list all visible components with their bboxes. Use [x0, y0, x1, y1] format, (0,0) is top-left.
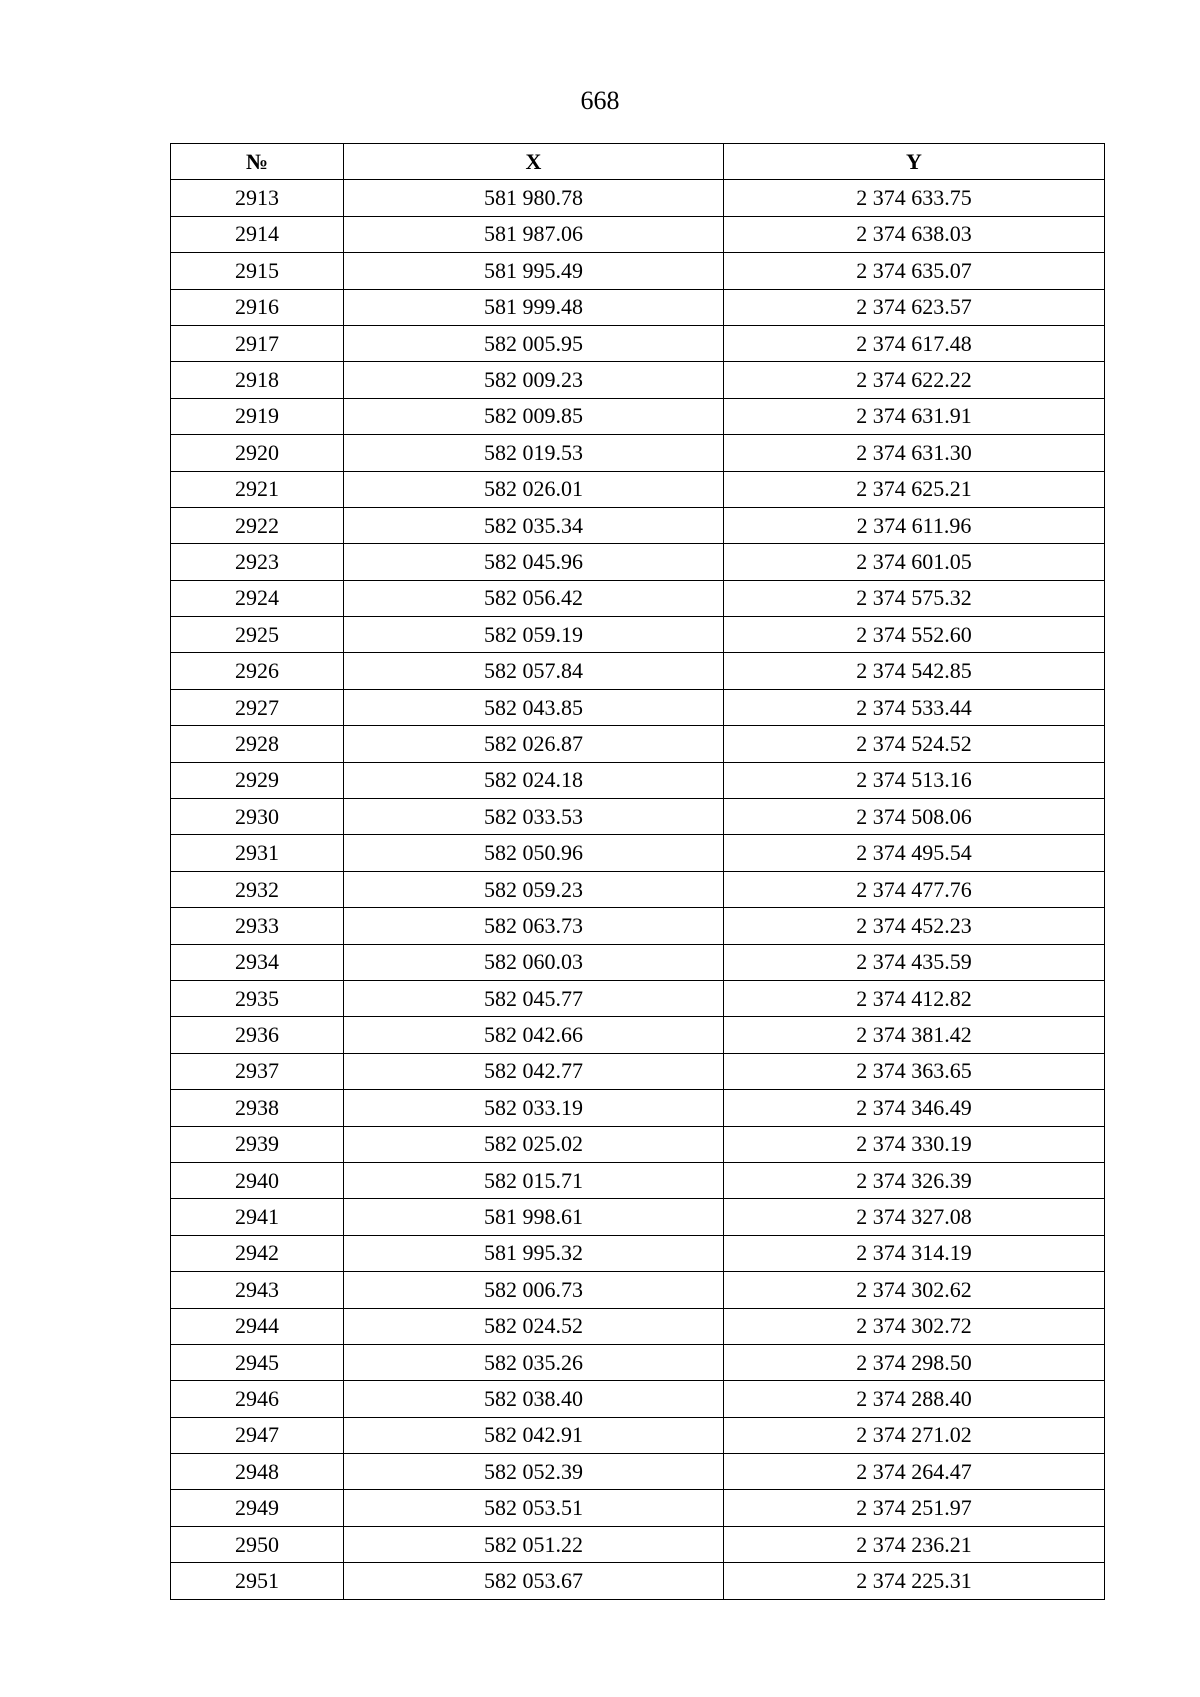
- cell-x: 582 042.91: [344, 1417, 724, 1453]
- cell-number: 2924: [171, 580, 344, 616]
- table-row: [171, 1454, 1105, 1490]
- cell-x: 582 060.03: [344, 944, 724, 980]
- coordinates-table: [170, 143, 1105, 1600]
- table-row: [171, 980, 1105, 1016]
- cell-x: 582 035.34: [344, 507, 724, 543]
- cell-y: 2 374 412.82: [724, 980, 1105, 1016]
- cell-y: 2 374 326.39: [724, 1162, 1105, 1198]
- cell-y: 2 374 225.31: [724, 1563, 1105, 1599]
- cell-x: 582 043.85: [344, 689, 724, 725]
- cell-x: 582 042.77: [344, 1053, 724, 1089]
- cell-x: 582 053.51: [344, 1490, 724, 1526]
- cell-number: 2936: [171, 1017, 344, 1053]
- table-row: [171, 398, 1105, 434]
- cell-y: 2 374 625.21: [724, 471, 1105, 507]
- table-row: [171, 1017, 1105, 1053]
- cell-number: 2926: [171, 653, 344, 689]
- table-row: [171, 908, 1105, 944]
- table-row: [171, 253, 1105, 289]
- cell-x: 582 024.52: [344, 1308, 724, 1344]
- header-x: X: [344, 144, 724, 180]
- cell-x: 582 006.73: [344, 1272, 724, 1308]
- cell-number: 2950: [171, 1526, 344, 1562]
- cell-number: 2943: [171, 1272, 344, 1308]
- cell-number: 2934: [171, 944, 344, 980]
- table-row: [171, 580, 1105, 616]
- cell-x: 582 009.23: [344, 362, 724, 398]
- cell-x: 581 987.06: [344, 216, 724, 252]
- cell-x: 582 005.95: [344, 325, 724, 361]
- table-row: [171, 471, 1105, 507]
- table-row: [171, 944, 1105, 980]
- table-row: [171, 1490, 1105, 1526]
- table-row: [171, 544, 1105, 580]
- cell-number: 2921: [171, 471, 344, 507]
- cell-number: 2925: [171, 617, 344, 653]
- table-row: [171, 1235, 1105, 1271]
- cell-x: 581 980.78: [344, 180, 724, 216]
- cell-x: 582 033.19: [344, 1090, 724, 1126]
- page-number: 668: [580, 86, 620, 115]
- cell-y: 2 374 542.85: [724, 653, 1105, 689]
- cell-number: 2918: [171, 362, 344, 398]
- cell-number: 2931: [171, 835, 344, 871]
- cell-y: 2 374 251.97: [724, 1490, 1105, 1526]
- cell-x: 582 059.19: [344, 617, 724, 653]
- cell-x: 582 059.23: [344, 871, 724, 907]
- cell-x: 582 025.02: [344, 1126, 724, 1162]
- cell-y: 2 374 435.59: [724, 944, 1105, 980]
- table-row: [171, 1526, 1105, 1562]
- table-row: [171, 1344, 1105, 1380]
- cell-x: 582 026.01: [344, 471, 724, 507]
- table-row: [171, 435, 1105, 471]
- cell-number: 2949: [171, 1490, 344, 1526]
- cell-x: 582 051.22: [344, 1526, 724, 1562]
- cell-y: 2 374 622.22: [724, 362, 1105, 398]
- cell-number: 2917: [171, 325, 344, 361]
- cell-y: 2 374 508.06: [724, 799, 1105, 835]
- cell-y: 2 374 611.96: [724, 507, 1105, 543]
- cell-number: 2940: [171, 1162, 344, 1198]
- cell-y: 2 374 513.16: [724, 762, 1105, 798]
- table-row: [171, 1090, 1105, 1126]
- cell-x: 581 995.32: [344, 1235, 724, 1271]
- table-row: [171, 835, 1105, 871]
- cell-x: 582 033.53: [344, 799, 724, 835]
- cell-y: 2 374 631.30: [724, 435, 1105, 471]
- table-row: [171, 507, 1105, 543]
- cell-y: 2 374 638.03: [724, 216, 1105, 252]
- cell-number: 2938: [171, 1090, 344, 1126]
- cell-y: 2 374 633.75: [724, 180, 1105, 216]
- cell-x: 582 026.87: [344, 726, 724, 762]
- table-row: [171, 1272, 1105, 1308]
- cell-x: 582 057.84: [344, 653, 724, 689]
- cell-number: 2919: [171, 398, 344, 434]
- cell-number: 2932: [171, 871, 344, 907]
- table-row: [171, 289, 1105, 325]
- table-body: [171, 180, 1105, 1599]
- table-row: [171, 325, 1105, 361]
- cell-number: 2915: [171, 253, 344, 289]
- table-row: [171, 617, 1105, 653]
- cell-number: 2945: [171, 1344, 344, 1380]
- cell-number: 2920: [171, 435, 344, 471]
- cell-y: 2 374 302.72: [724, 1308, 1105, 1344]
- cell-y: 2 374 552.60: [724, 617, 1105, 653]
- cell-x: 582 056.42: [344, 580, 724, 616]
- cell-y: 2 374 533.44: [724, 689, 1105, 725]
- header-y: Y: [724, 144, 1105, 180]
- cell-number: 2941: [171, 1199, 344, 1235]
- cell-number: 2942: [171, 1235, 344, 1271]
- cell-x: 582 042.66: [344, 1017, 724, 1053]
- table-row: [171, 216, 1105, 252]
- cell-y: 2 374 236.21: [724, 1526, 1105, 1562]
- cell-x: 582 009.85: [344, 398, 724, 434]
- table-row: [171, 726, 1105, 762]
- cell-number: 2916: [171, 289, 344, 325]
- cell-x: 581 998.61: [344, 1199, 724, 1235]
- cell-y: 2 374 635.07: [724, 253, 1105, 289]
- cell-y: 2 374 631.91: [724, 398, 1105, 434]
- cell-x: 582 038.40: [344, 1381, 724, 1417]
- cell-x: 582 024.18: [344, 762, 724, 798]
- cell-y: 2 374 575.32: [724, 580, 1105, 616]
- cell-y: 2 374 264.47: [724, 1454, 1105, 1490]
- table-row: [171, 1563, 1105, 1599]
- cell-number: 2951: [171, 1563, 344, 1599]
- table-row: [171, 1053, 1105, 1089]
- cell-y: 2 374 271.02: [724, 1417, 1105, 1453]
- cell-x: 581 999.48: [344, 289, 724, 325]
- cell-number: 2935: [171, 980, 344, 1016]
- cell-number: 2944: [171, 1308, 344, 1344]
- cell-number: 2939: [171, 1126, 344, 1162]
- cell-y: 2 374 363.65: [724, 1053, 1105, 1089]
- cell-number: 2947: [171, 1417, 344, 1453]
- cell-x: 582 063.73: [344, 908, 724, 944]
- cell-number: 2914: [171, 216, 344, 252]
- cell-y: 2 374 477.76: [724, 871, 1105, 907]
- cell-x: 581 995.49: [344, 253, 724, 289]
- table-row: [171, 1308, 1105, 1344]
- cell-x: 582 045.77: [344, 980, 724, 1016]
- table-row: [171, 1381, 1105, 1417]
- cell-number: 2927: [171, 689, 344, 725]
- cell-y: 2 374 288.40: [724, 1381, 1105, 1417]
- cell-number: 2937: [171, 1053, 344, 1089]
- table-row: [171, 1126, 1105, 1162]
- table-row: [171, 1199, 1105, 1235]
- table-header: [171, 144, 1105, 180]
- table-row: [171, 180, 1105, 216]
- cell-x: 582 052.39: [344, 1454, 724, 1490]
- cell-number: 2928: [171, 726, 344, 762]
- cell-number: 2930: [171, 799, 344, 835]
- cell-y: 2 374 452.23: [724, 908, 1105, 944]
- table-row: [171, 1162, 1105, 1198]
- cell-y: 2 374 346.49: [724, 1090, 1105, 1126]
- cell-number: 2913: [171, 180, 344, 216]
- header-number: №: [171, 144, 344, 180]
- table-row: [171, 799, 1105, 835]
- cell-x: 582 050.96: [344, 835, 724, 871]
- table-row: [171, 362, 1105, 398]
- cell-number: 2933: [171, 908, 344, 944]
- table-row: [171, 1417, 1105, 1453]
- cell-x: 582 015.71: [344, 1162, 724, 1198]
- table-row: [171, 689, 1105, 725]
- cell-y: 2 374 302.62: [724, 1272, 1105, 1308]
- cell-number: 2946: [171, 1381, 344, 1417]
- cell-y: 2 374 524.52: [724, 726, 1105, 762]
- cell-number: 2922: [171, 507, 344, 543]
- cell-y: 2 374 330.19: [724, 1126, 1105, 1162]
- table-row: [171, 653, 1105, 689]
- cell-y: 2 374 381.42: [724, 1017, 1105, 1053]
- cell-number: 2948: [171, 1454, 344, 1490]
- cell-y: 2 374 327.08: [724, 1199, 1105, 1235]
- table-row: [171, 762, 1105, 798]
- header-row: [171, 144, 1105, 180]
- cell-x: 582 035.26: [344, 1344, 724, 1380]
- cell-x: 582 019.53: [344, 435, 724, 471]
- table-row: [171, 871, 1105, 907]
- cell-y: 2 374 298.50: [724, 1344, 1105, 1380]
- cell-y: 2 374 601.05: [724, 544, 1105, 580]
- cell-y: 2 374 314.19: [724, 1235, 1105, 1271]
- cell-number: 2923: [171, 544, 344, 580]
- cell-y: 2 374 495.54: [724, 835, 1105, 871]
- cell-number: 2929: [171, 762, 344, 798]
- cell-x: 582 053.67: [344, 1563, 724, 1599]
- cell-x: 582 045.96: [344, 544, 724, 580]
- cell-y: 2 374 617.48: [724, 325, 1105, 361]
- cell-y: 2 374 623.57: [724, 289, 1105, 325]
